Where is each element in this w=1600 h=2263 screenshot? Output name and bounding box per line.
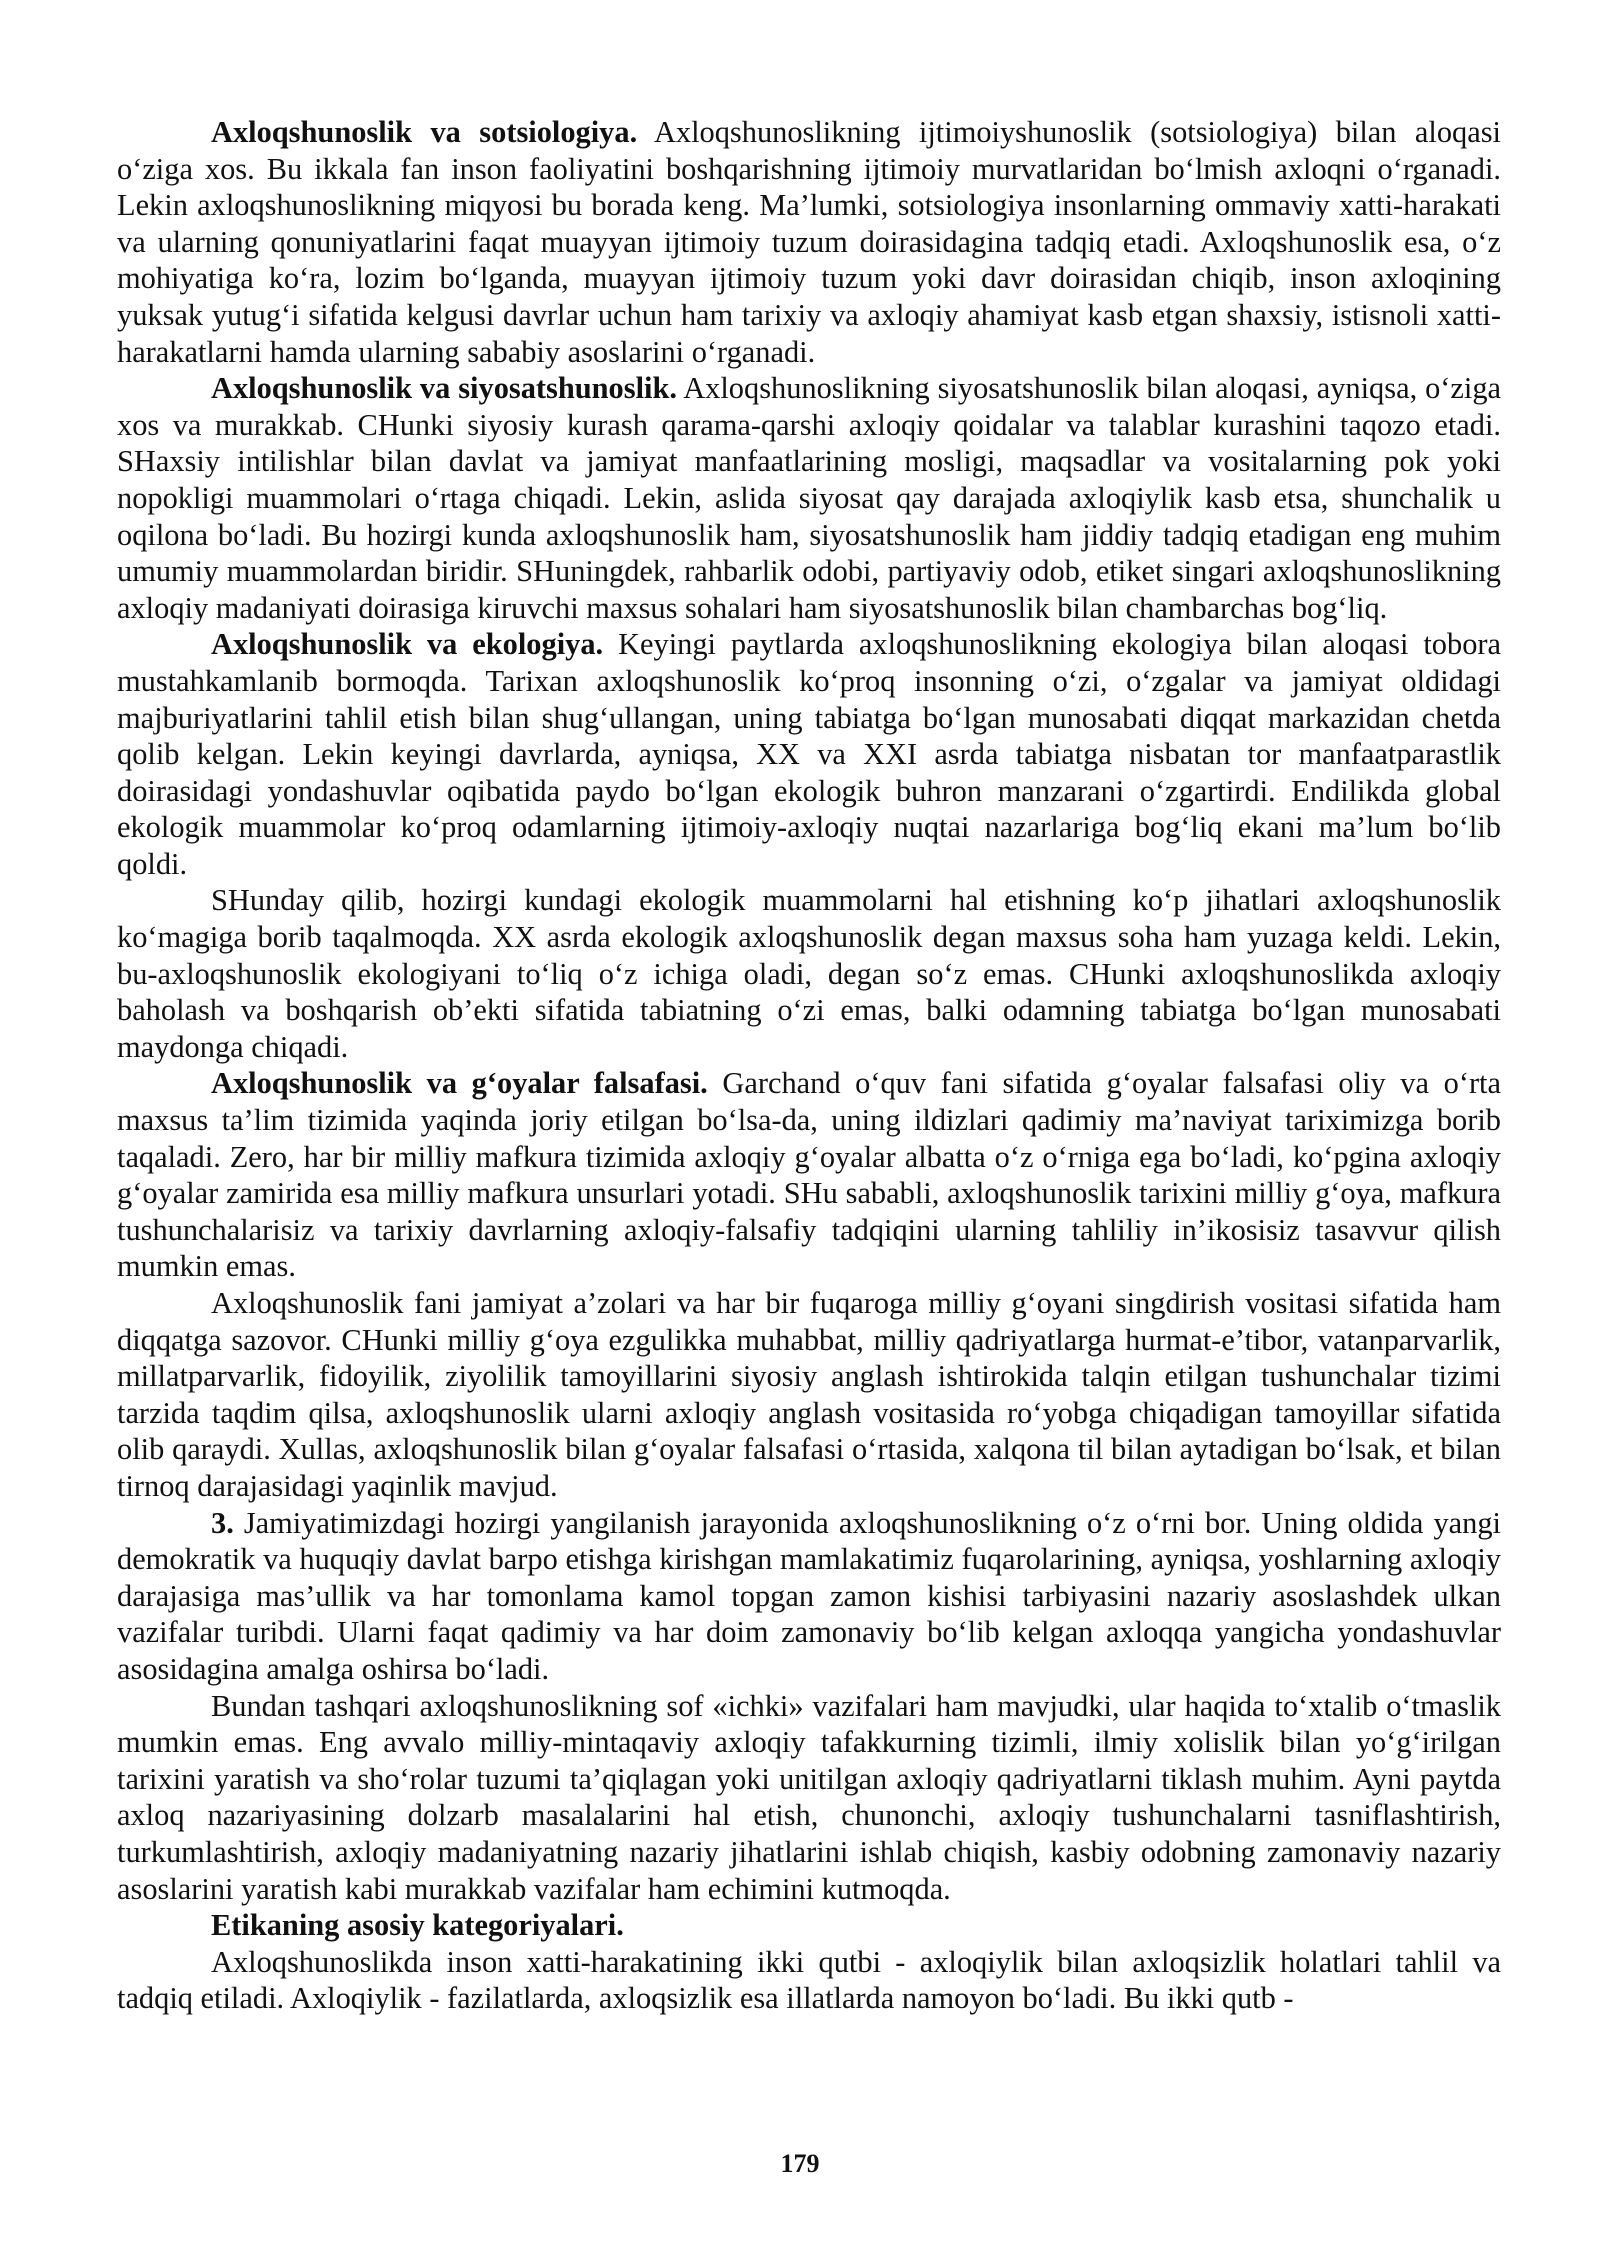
heading-political-science: Axloqshunoslik va siyosatshunoslik. [211,371,677,406]
paragraph-text: Axloqshunoslikda inson xatti-harakatining ikki qutbi - axloqiylik bilan axloqsizlik holatlari tahlil va tadqiq etiladi. Axloqiylik - fazilatlarda, axloqsizlik esa illatlarda namoyon bo‘ladi. Bu ikki qutb - [117,1944,1501,2016]
heading-ideas-philosophy: Axloqshunoslik va g‘oyalar falsafasi. [211,1066,708,1101]
section-number: 3. [211,1505,234,1540]
paragraph-ecology [117,626,1501,882]
paragraph-text: Keyingi paytlarda axloqshunoslikning ekologiya bilan aloqasi tobora mustahkamlanib bormoqda. Tarixan axloqshunoslik ko‘proq insonning o‘zi, o‘zgalar va jamiyat oldidagi majburiyatlarini tahlil etish bilan shug‘ullangan, uning tabiatga bo‘lgan munosabati diqqat markazidan chetda qolib kelgan. Lekin keyingi davrlarda, ayniqsa, XX va XXI asrda tabiatga nisbatan tor manfaatparastlik doirasidagi yondashuvlar oqibatida paydo bo‘lgan ekologik buhron manzarani o‘zgartirdi. Endilikda global ekologik muammolar ko‘proq odamlarning ijtimoiy-axloqiy nuqtai nazarlariga bog‘liq ekani ma’lum bo‘lib qoldi. [117,627,1502,881]
paragraph-text: Axloqshunoslikning siyosatshunoslik bilan aloqasi, ayniqsa, o‘ziga xos va murakkab. CHunki siyosiy kurash qarama-qarshi axloqiy qoidalar va talablar kurashini taqozo etadi. SHaxsiy intilishlar bilan davlat va jamiyat manfaatlarining mosligi, maqsadlar va vositalarning pok yoki nopokligi muammolari o‘rtaga chiqadi. Lekin, aslida siyosat qay darajada axloqiylik kasb etsa, shunchalik u oqilona bo‘ladi. Bu hozirgi kunda axloqshunoslik ham, siyosatshunoslik ham jiddiy tadqiq etadigan eng muhim umumiy muammolardan biridir. SHuningdek, rahbarlik odobi, partiyaviy odob, etiket singari axloqshunoslikning axloqiy madaniyati doirasiga kiruvchi maxsus sohalari ham siyosatshunoslik bilan chambarchas bog‘liq. [117,371,1502,625]
paragraph-ecology-continued [117,882,1501,1065]
heading-sociology: Axloqshunoslik va sotsiologiya. [211,115,638,149]
paragraph-section-3 [117,1505,1501,1688]
heading-categories: Etikaning asosiy kategoriyalari. [211,1908,624,1943]
paragraph-political-science [117,370,1501,626]
paragraph-text: Bundan tashqari axloqshunoslikning sof «ichki» vazifalari ham mavjudki, ular haqida to‘xtalib o‘tmaslik mumkin emas. Eng avvalo milliy-mintaqaviy axloqiy tafakkurning tizimli, ilmiy xolislik bilan yo‘g‘irilgan tarixini yaratish va sho‘rolar tuzumi ta’qiqlagan yoki unitilgan axloqiy qadriyatlarni tiklash muhim. Ayni paytda axloq nazariyasining dolzarb masalalarini hal etish, chunonchi, axloqiy tushunchalarni tasniflashtirish, turkumlashtirish, axloqiy madaniyatning nazariy jihatlarini ishlab chiqish, kasbiy odobning zamonaviy nazariy asoslarini yaratish kabi murakkab vazifalar ham echimini kutmoqda. [117,1688,1501,1906]
paragraph-categories [117,1944,1501,2017]
page-body [117,114,1501,2017]
paragraph-ideas-philosophy [117,1065,1501,1285]
paragraph-text: Axloqshunoslik fani jamiyat a’zolari va har bir fuqaroga milliy g‘oyani singdirish vositasi sifatida ham diqqatga sazovor. CHunki milliy g‘oya ezgulikka muhabbat, milliy qadriyatlarga hurmat-e’tibor, vatanparvarlik, millatparvarlik, fidoyilik, ziyolilik tamoyillarini siyosiy anglash ishtirokida talqin etilgan tushunchalar tizimi tarzida taqdim qilsa, axloqshunoslik ularni axloqiy anglash vositasida ro‘yobga chiqadigan tamoyillar sifatida olib qaraydi. Xullas, axloqshunoslik bilan g‘oyalar falsafasi o‘rtasida, xalqona til bilan aytadigan bo‘lsak, et bilan tirnoq darajasidagi yaqinlik mavjud. [117,1286,1501,1503]
paragraph-text: Garchand o‘quv fani sifatida g‘oyalar falsafasi oliy va o‘rta maxsus ta’lim tizimida yaqinda joriy etilgan bo‘lsa-da, uning ildizlari qadimiy ma’naviyat tariximizga borib taqaladi. Zero, har bir milliy mafkura tizimida axloqiy g‘oyalar albatta o‘z o‘rniga ega bo‘ladi, ko‘pgina axloqiy g‘oyalar zamirida esa milliy mafkura unsurlari yotadi. SHu sababli, axloqshunoslik tarixini milliy g‘oya, mafkura tushunchalarisiz va tarixiy davrlarning axloqiy-falsafiy tadqiqini ularning tahliliy in’ikosisiz tasavvur qilish mumkin emas. [117,1066,1501,1284]
paragraph-text: SHunday qilib, hozirgi kundagi ekologik muammolarni hal etishning ko‘p jihatlari axloqshunoslik ko‘magiga borib taqalmoqda. XX asrda ekologik axloqshunoslik degan maxsus soha ham yuzaga keldi. Lekin, bu-axloqshunoslik ekologiyani to‘liq o‘z ichiga oladi, degan so‘z emas. CHunki axloqshunoslikda axloqiy baholash va boshqarish ob’ekti sifatida tabiatning o‘zi emas, balki odamning tabiatga bo‘lgan munosabati maydonga chiqadi. [117,883,1501,1064]
paragraph-text: Axloqshunoslikning ijtimoiyshunoslik (sotsiologiya) bilan aloqasi o‘ziga xos. Bu ikkala fan inson faoliyatini boshqarishning ijtimoiy murvatlaridan bo‘lmish axloqni o‘rganadi. Lekin axloqshunoslikning miqyosi bu borada keng. Ma’lumki, sotsiologiya insonlarning ommaviy xatti-harakati va ularning qonuniyatlarini faqat muayyan ijtimoiy tuzum doirasidagina tadqiq etadi. Axloqshunoslik esa, o‘z mohiyatiga ko‘ra, lozim bo‘lganda, muayyan ijtimoiy tuzum yoki davr doirasidan chiqib, inson axloqining yuksak yutug‘i sifatida kelgusi davrlar uchun ham tarixiy va axloqiy ahamiyat kasb etgan shaxsiy, istisnoli xatti-harakatlarni hamda ularning sababiy asoslarini o‘rganadi. [117,115,1501,369]
page-number: 179 [780,2149,820,2178]
paragraph-national-idea [117,1285,1501,1505]
paragraph-sociology [117,114,1501,370]
heading-ecology: Axloqshunoslik va ekologiya. [211,627,604,662]
section-heading-categories [117,1907,1501,1944]
paragraph-internal-tasks [117,1688,1501,1908]
paragraph-text: Jamiyatimizdagi hozirgi yangilanish jarayonida axloqshunoslikning o‘z o‘rni bor. Uning oldida yangi demokratik va huquqiy davlat barpo etishga kirishgan mamlakatimiz fuqarolarining, ayniqsa, yoshlarning axloqiy darajasiga mas’ullik va har tomonlama kamol topgan zamon kishisi tarbiyasini nazariy asoslashdek ulkan vazifalar turibdi. Ularni faqat qadimiy va har doim zamonaviy bo‘lib kelgan axloqqa yangicha yondashuvlar asosidagina amalga oshirsa bo‘ladi. [117,1505,1501,1686]
